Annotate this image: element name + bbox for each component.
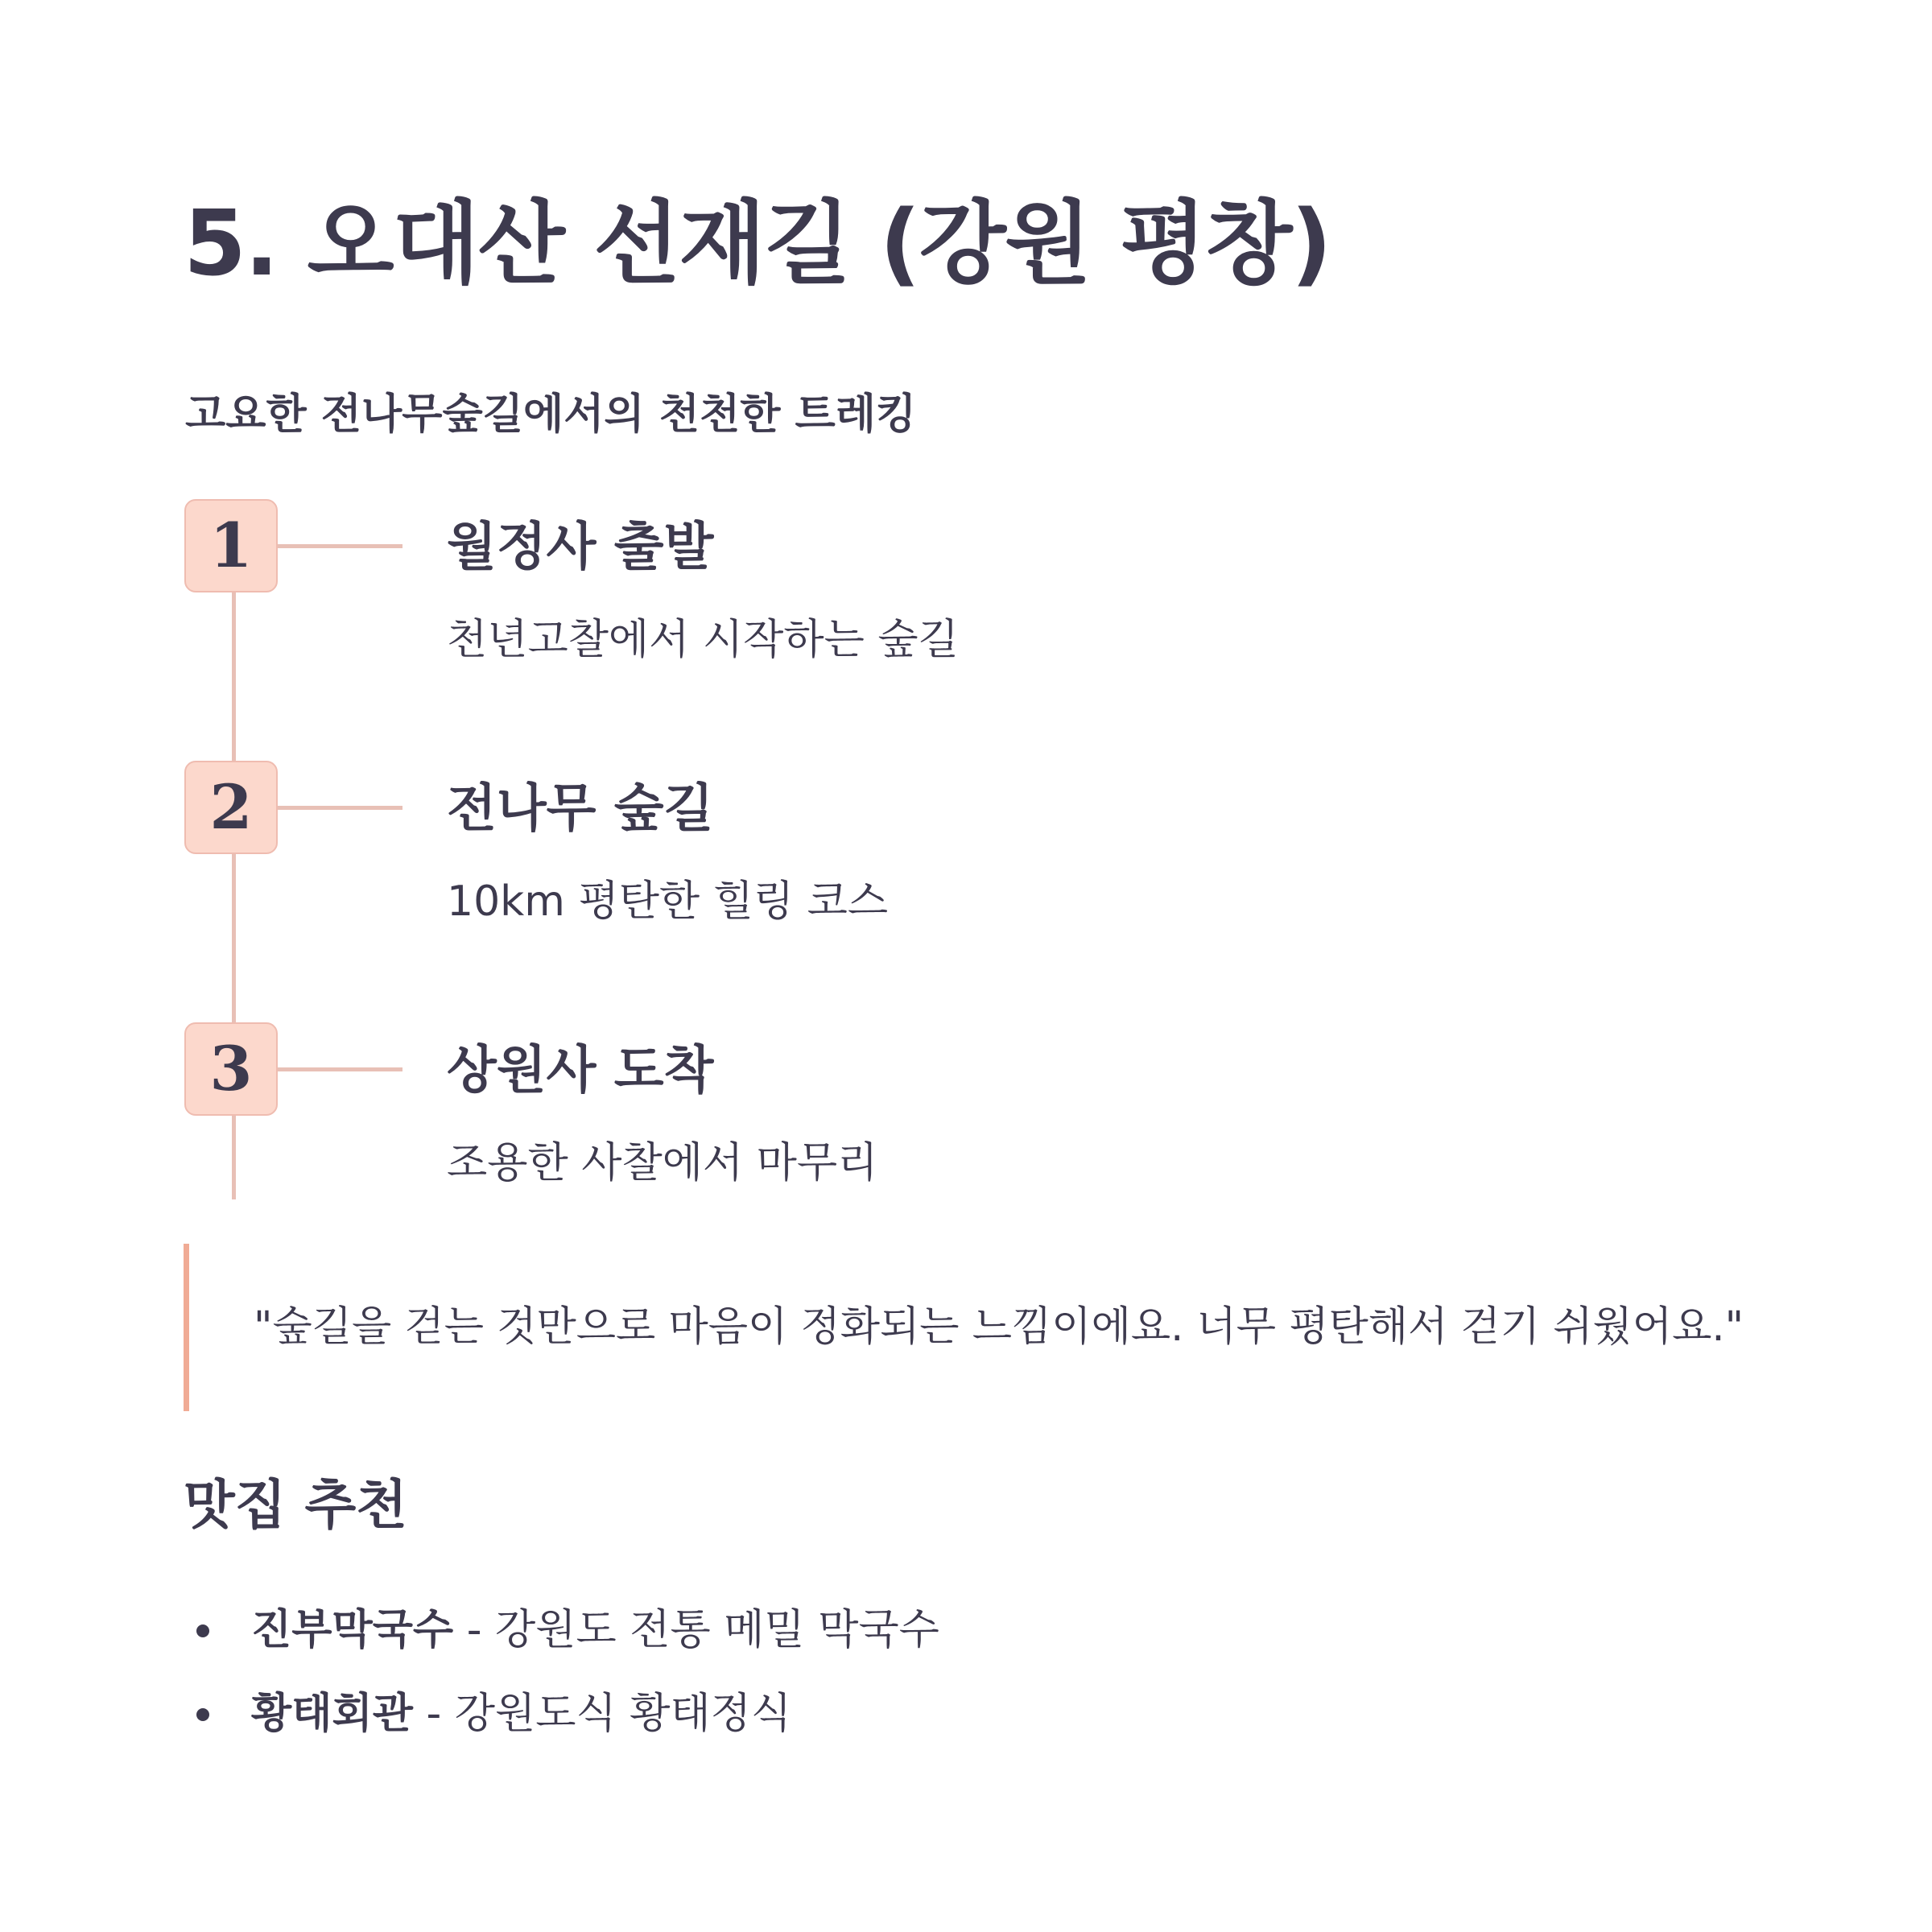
step-title-3: 상원사 도착 (447, 1041, 714, 1100)
bullet-icon (196, 1708, 209, 1721)
list-item (184, 1686, 939, 1769)
restaurant-description: - 강원도식 황태정식 (412, 1690, 792, 1738)
restaurant-name: 진부막국수 (251, 1606, 454, 1654)
step-title-1: 월정사 출발 (447, 518, 714, 577)
step-number: 3 (209, 1033, 253, 1104)
step-description-1: 천년고찰에서 시작하는 숲길 (447, 616, 959, 664)
step-number-badge-1 (184, 499, 278, 592)
list-item (184, 1602, 939, 1686)
restaurant-section-title: 맛집 추천 (184, 1474, 408, 1536)
step-connector-2 (278, 806, 402, 810)
testimonial-quote (184, 1244, 1744, 1411)
restaurant-list (184, 1602, 939, 1769)
restaurant-name: 황태회관 (251, 1690, 413, 1738)
step-number-badge-2 (184, 761, 278, 854)
step-description-2: 10km 평탄한 힐링 코스 (447, 877, 889, 926)
step-connector-1 (278, 544, 402, 548)
step-number: 1 (209, 510, 253, 581)
page-title: 5. 오대산 선재길 (강원 평창) (184, 192, 1331, 296)
step-number-badge-3 (184, 1022, 278, 1116)
step-title-2: 전나무 숲길 (447, 779, 714, 839)
step-connector-3 (278, 1067, 402, 1071)
step-number: 2 (209, 771, 253, 843)
bullet-icon (196, 1624, 209, 1637)
quote-text: "숲길을 걷는 것만으로 마음이 정화되는 느낌이에요. 너무 평탄해서 걷기 쉬웠어요." (254, 1303, 1744, 1351)
step-description-3: 조용한 사찰에서 마무리 (447, 1139, 878, 1187)
page-subtitle: 고요한 전나무숲길에서의 천천한 트레킹 (185, 390, 917, 439)
restaurant-description: - 강원도 전통 메밀 막국수 (453, 1606, 939, 1654)
